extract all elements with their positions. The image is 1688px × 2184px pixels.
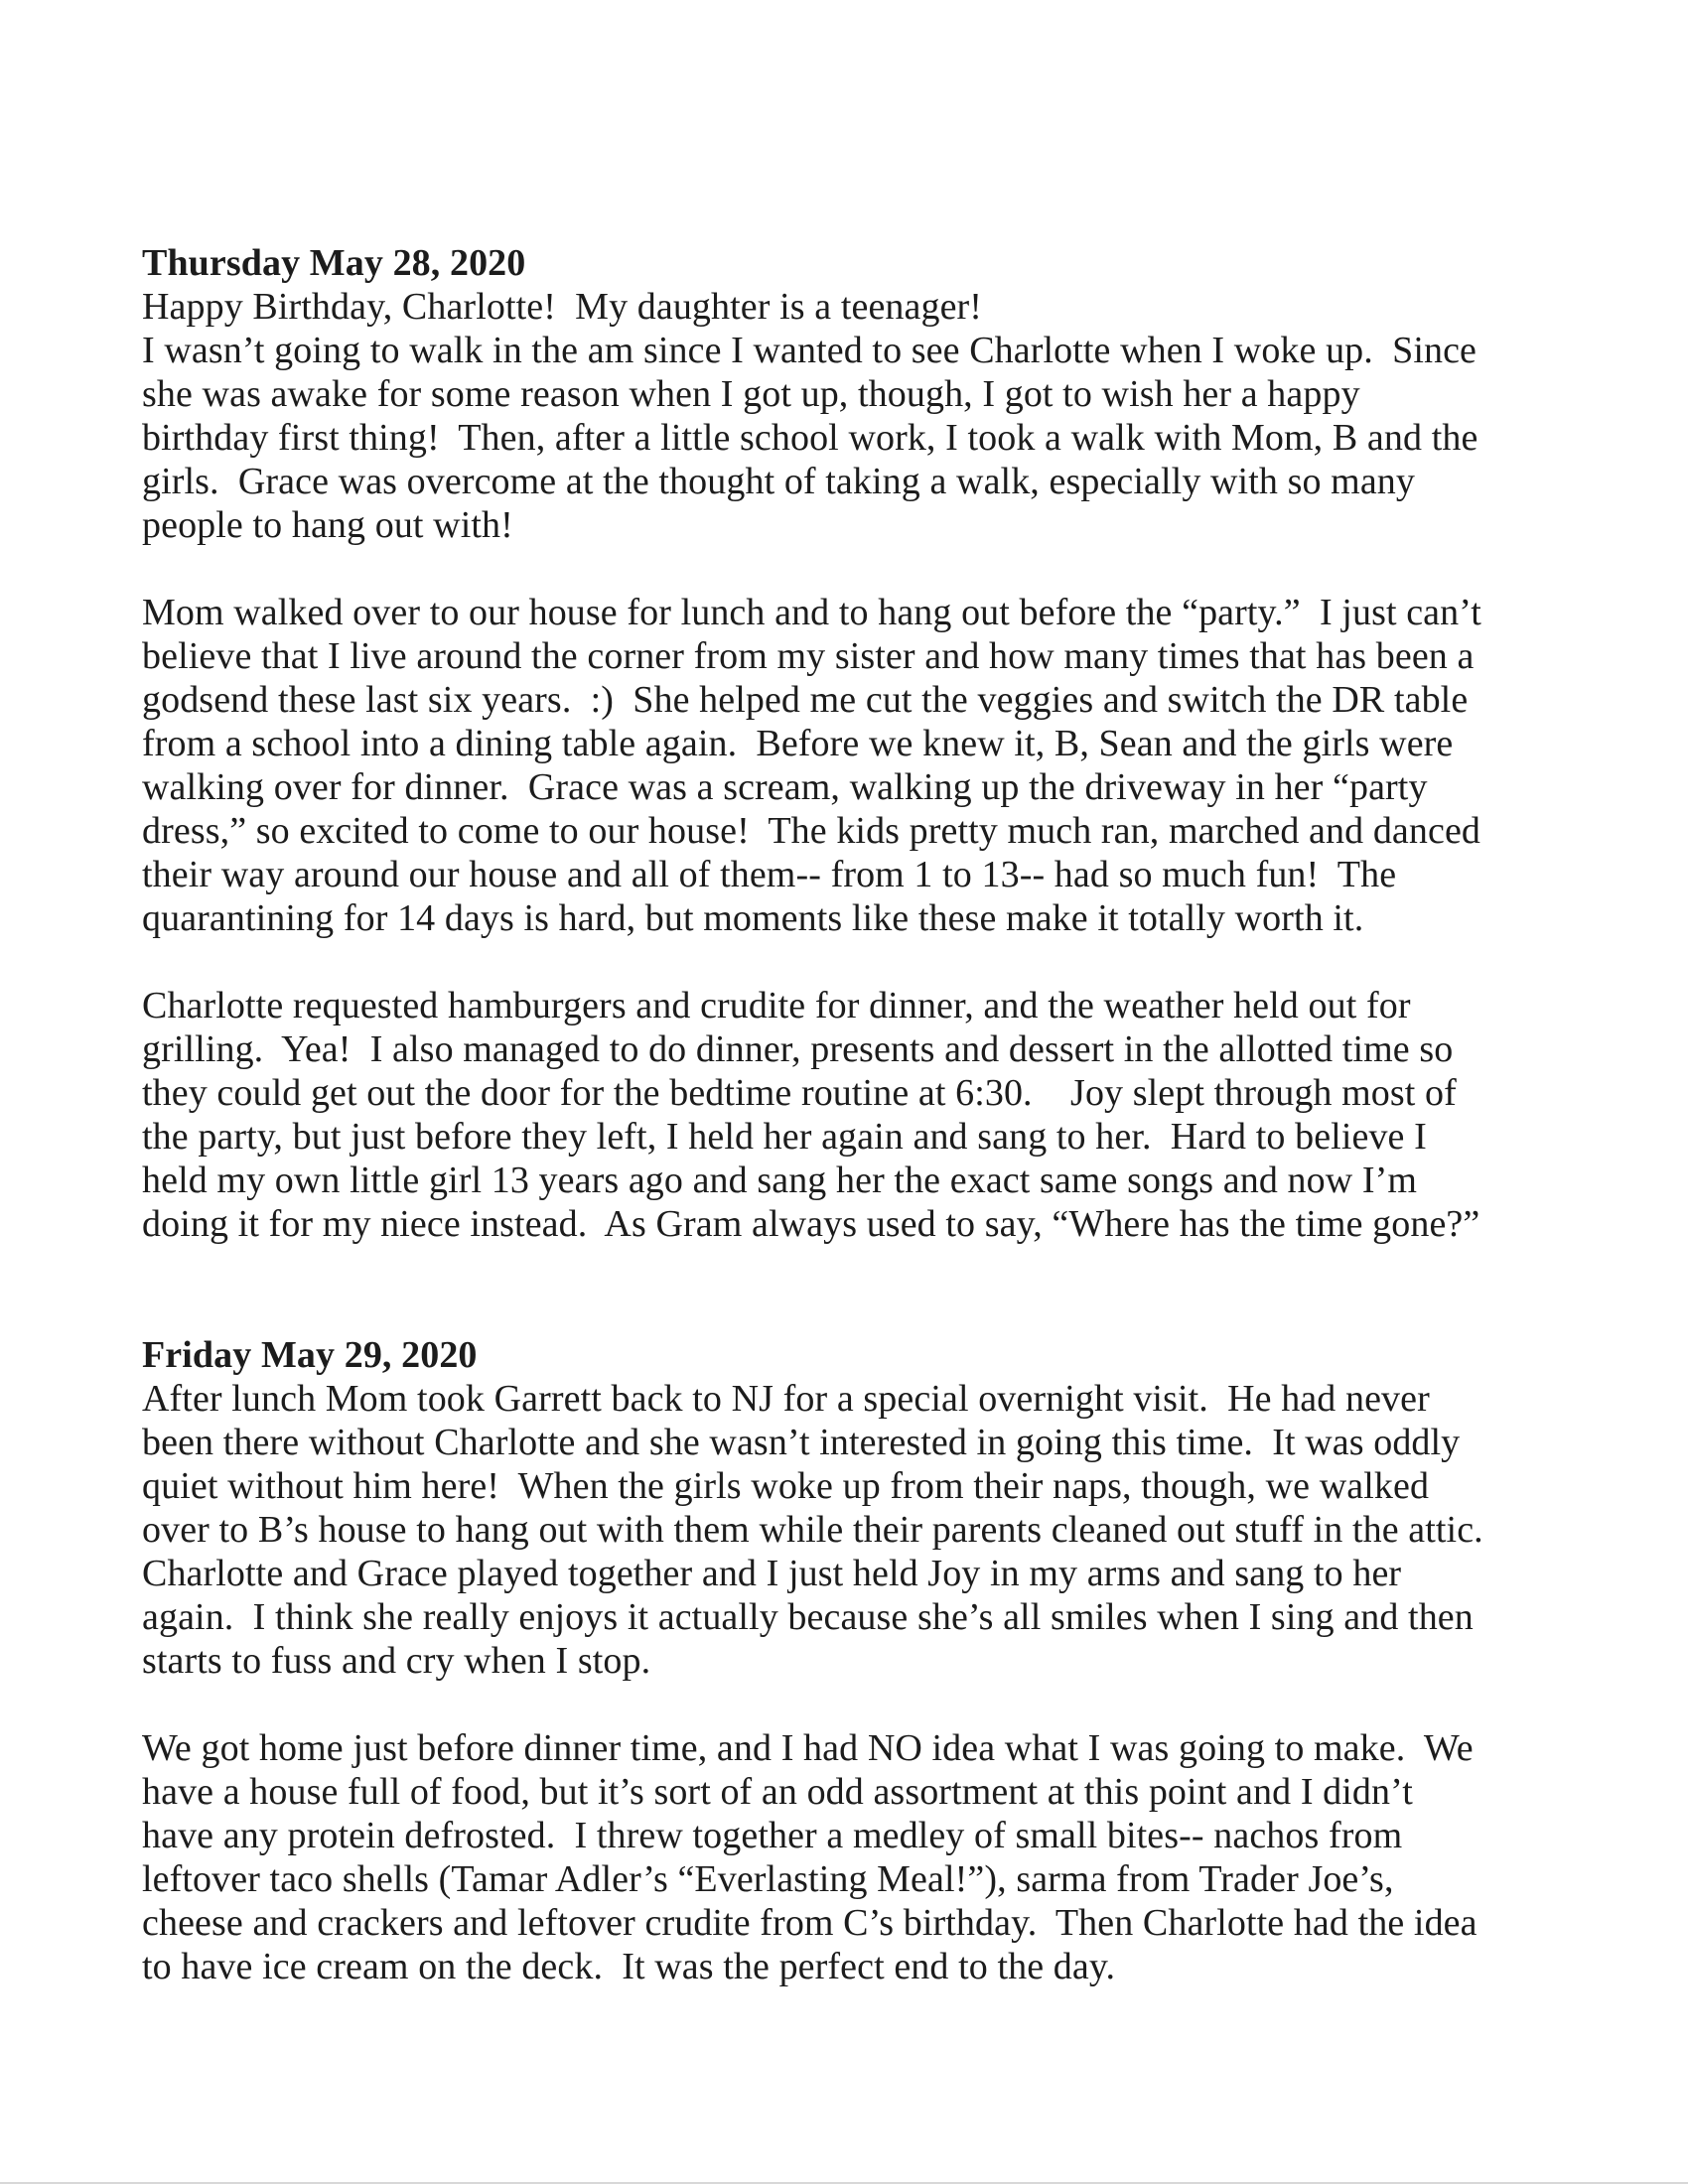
text-line: Mom walked over to our house for lunch and to hang out before the “party.” I just can’t — [142, 592, 1481, 633]
text-line: cheese and crackers and leftover crudite from C’s birthday. Then Charlotte had the idea — [142, 1902, 1477, 1944]
text-line: quiet without him here! When the girls woke up from their naps, though, we walked — [142, 1465, 1430, 1507]
text-line: dress,” so excited to come to our house! The kids pretty much ran, marched and danced — [142, 810, 1481, 852]
text-line: Happy Birthday, Charlotte! My daughter is a teenager! — [142, 286, 983, 328]
text-line: their way around our house and all of them-- from 1 to 13-- had so much fun! The — [142, 854, 1397, 895]
text-line: they could get out the door for the bedtime routine at 6:30. Joy slept through most of — [142, 1072, 1457, 1114]
text-line: birthday first thing! Then, after a little school work, I took a walk with Mom, B and the — [142, 417, 1478, 459]
text-line: We got home just before dinner time, and I had NO idea what I was going to make. We — [142, 1727, 1474, 1769]
entry-date-friday — [142, 1333, 1552, 1377]
text-line: again. I think she really enjoys it actually because she’s all smiles when I sing and then — [142, 1596, 1474, 1638]
text-line: godsend these last six years. :) She helped me cut the veggies and switch the DR table — [142, 679, 1469, 721]
text-line: from a school into a dining table again. Before we knew it, B, Sean and the girls were — [142, 723, 1454, 764]
text-line: Charlotte and Grace played together and I just held Joy in my arms and sang to her — [142, 1553, 1402, 1594]
text-line: leftover taco shells (Tamar Adler’s “Everlasting Meal!”), sarma from Trader Joe’s, — [142, 1858, 1394, 1900]
text-line: starts to fuss and cry when I stop. — [142, 1640, 651, 1682]
text-line: believe that I live around the corner from my sister and how many times that has been a — [142, 635, 1475, 677]
friday-paragraph-2 — [142, 1726, 1552, 1988]
text-line: doing it for my niece instead. As Gram always used to say, “Where has the time gone?” — [142, 1203, 1480, 1245]
text-line: people to hang out with! — [142, 504, 513, 546]
text-line: I wasn’t going to walk in the am since I wanted to see Charlotte when I woke up. Since — [142, 330, 1477, 371]
text-line: grilling. Yea! I also managed to do dinner, presents and dessert in the allotted time so — [142, 1028, 1454, 1070]
text-line: girls. Grace was overcome at the thought of taking a walk, especially with so many — [142, 461, 1415, 502]
thursday-paragraph-3 — [142, 984, 1552, 1246]
text-line: have a house full of food, but it’s sort of an odd assortment at this point and I didn’t — [142, 1771, 1413, 1813]
text-line: Charlotte requested hamburgers and crudite for dinner, and the weather held out for — [142, 985, 1411, 1026]
entry-date-thursday — [142, 241, 1552, 285]
text-line: the party, but just before they left, I held her again and sang to her. Hard to believe I — [142, 1116, 1427, 1158]
text-line: to have ice cream on the deck. It was the perfect end to the day. — [142, 1946, 1116, 1987]
text-line: held my own little girl 13 years ago and sang her the exact same songs and now I’m — [142, 1160, 1418, 1201]
text-line: Friday May 29, 2020 — [142, 1334, 478, 1376]
text-line: she was awake for some reason when I got up, though, I got to wish her a happy — [142, 373, 1360, 415]
text-line: been there without Charlotte and she wasn’t interested in going this time. It was oddly — [142, 1422, 1461, 1463]
friday-paragraph-1 — [142, 1377, 1552, 1683]
text-line: After lunch Mom took Garrett back to NJ for a special overnight visit. He had never — [142, 1378, 1430, 1420]
thursday-paragraph-1 — [142, 285, 1552, 547]
text-line: over to B’s house to hang out with them while their parents cleaned out stuff in the attic. — [142, 1509, 1483, 1551]
text-line: have any protein defrosted. I threw together a medley of small bites-- nachos from — [142, 1815, 1403, 1856]
text-line: quarantining for 14 days is hard, but moments like these make it totally worth it. — [142, 897, 1364, 939]
thursday-paragraph-2 — [142, 591, 1552, 940]
journal-text — [142, 241, 1552, 1988]
text-line: walking over for dinner. Grace was a scream, walking up the driveway in her “party — [142, 766, 1428, 808]
text-line: Thursday May 28, 2020 — [142, 242, 526, 284]
